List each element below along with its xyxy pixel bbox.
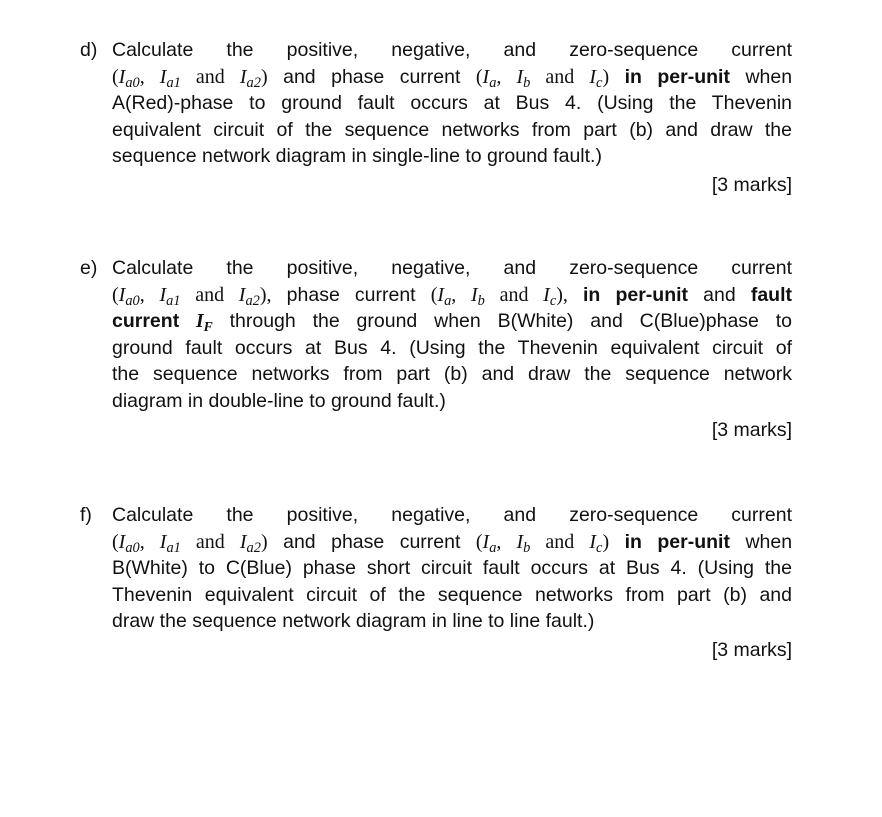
text-line: Calculate the positive, negative, and zero-sequence current — [112, 504, 792, 526]
phase-currents-formula: ($I_a$, $I_b$ and $I_c$) — [475, 530, 610, 556]
text-line: A(Red)-phase to ground fault occurs at Bus 4. (Using the Thevenin — [112, 92, 792, 115]
question-label: e) — [80, 257, 98, 279]
question-text — [112, 255, 792, 415]
text-line: ($I_{a0}$, $I_{a1}$ and $I_{a2}$) and phase current ($I_a$, $I_b$ and $I_c$) in per-unit when — [112, 530, 793, 556]
text-line: draw the sequence network diagram in line to line fault.) — [112, 610, 595, 633]
question-label: d) — [80, 39, 98, 61]
sequence-currents-formula: ($I_{a0}$, $I_{a1}$ and $I_{a2}$), — [112, 283, 272, 309]
question-d — [80, 37, 792, 199]
text-line: equivalent circuit of the sequence networks from part (b) and draw the — [112, 118, 792, 141]
text-line: ground fault occurs at Bus 4. (Using the Thevenin equivalent circuit of — [112, 336, 792, 359]
question-text — [112, 502, 792, 635]
question-text — [112, 37, 792, 170]
text-line: B(White) to C(Blue) phase short circuit fault occurs at Bus 4. (Using the — [112, 557, 792, 580]
text-line: Calculate the positive, negative, and zero-sequence current — [112, 39, 792, 61]
fault-current-symbol: $I_F$ — [196, 311, 213, 334]
question-label: f) — [80, 504, 92, 526]
phase-currents-formula: ($I_a$, $I_b$ and $I_c$), — [430, 283, 568, 309]
sequence-currents-formula: ($I_{a0}$, $I_{a1}$ and $I_{a2}$) — [112, 530, 268, 556]
text-line: Thevenin equivalent circuit of the sequence networks from part (b) and — [112, 583, 792, 606]
text-line: the sequence networks from part (b) and draw the sequence network — [112, 363, 792, 386]
text-line: sequence network diagram in single-line to ground fault.) — [112, 145, 602, 168]
text-line: ($I_{a0}$, $I_{a1}$ and $I_{a2}$) and phase current ($I_a$, $I_b$ and $I_c$) in per-unit when — [112, 65, 793, 91]
marks-label: [3 marks] — [711, 173, 792, 196]
marks-label: [3 marks] — [711, 638, 792, 661]
sequence-currents-formula: ($I_{a0}$, $I_{a1}$ and $I_{a2}$) — [112, 65, 268, 91]
marks-label: [3 marks] — [711, 418, 792, 441]
question-f — [80, 502, 792, 664]
phase-currents-formula: ($I_a$, $I_b$ and $I_c$) — [475, 65, 610, 91]
question-e — [80, 255, 792, 443]
text-line: current $I_F$ through the ground when B(White) and C(Blue)phase to — [112, 310, 793, 334]
text-line: diagram in double-line to ground fault.) — [112, 389, 446, 412]
text-line: ($I_{a0}$, $I_{a1}$ and $I_{a2}$), phase current ($I_a$, $I_b$ and $I_c$), in per-unit and fault — [112, 283, 793, 309]
text-line: Calculate the positive, negative, and zero-sequence current — [112, 257, 792, 279]
